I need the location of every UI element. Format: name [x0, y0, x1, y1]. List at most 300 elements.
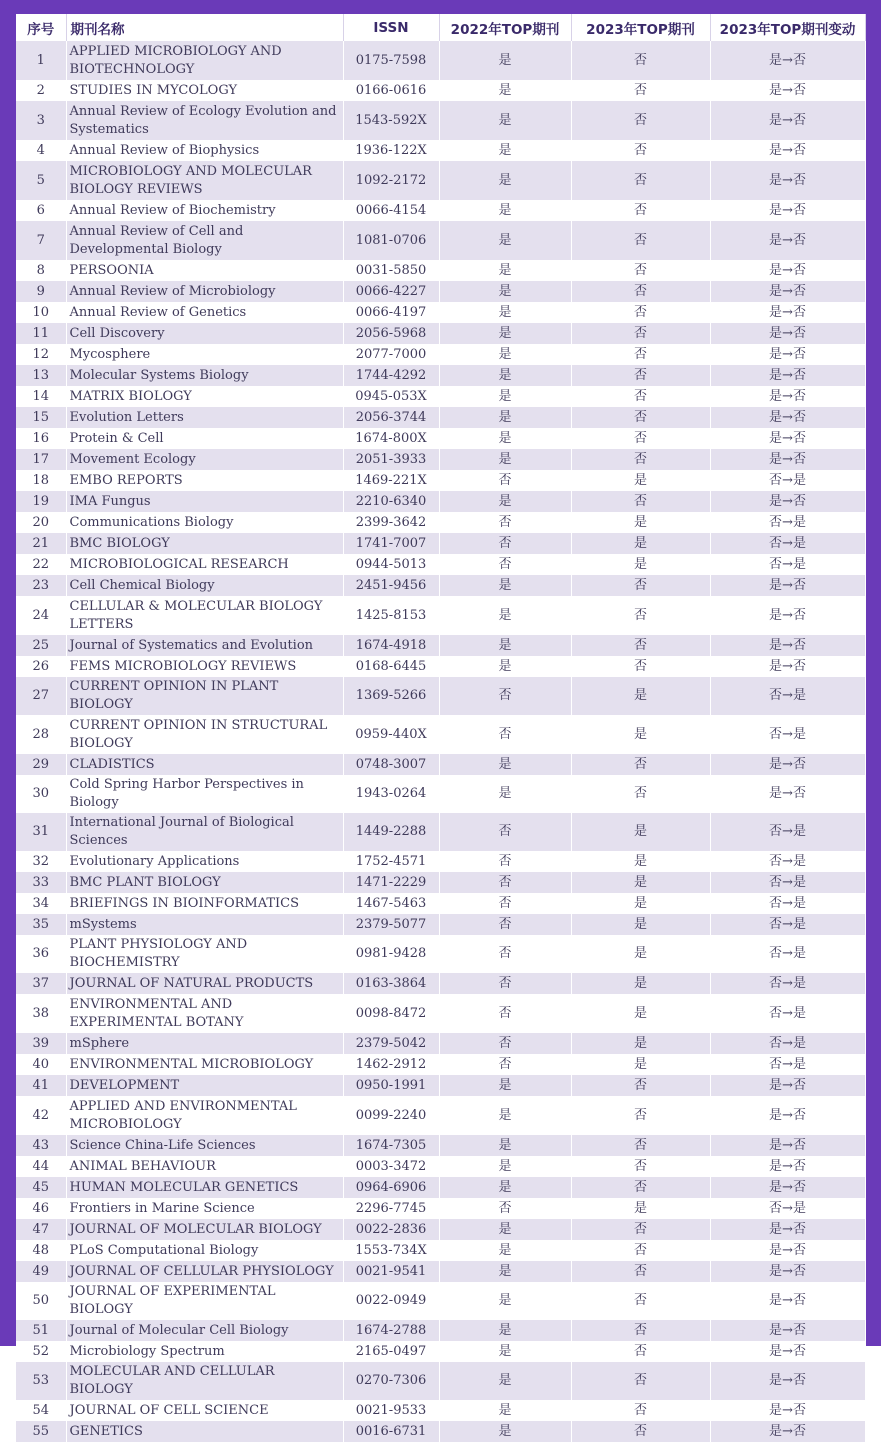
header-top-2022: 2022年TOP期刊 [439, 14, 571, 41]
top-2022: 是 [439, 635, 571, 656]
top-2023: 否 [571, 41, 710, 80]
issn: 1752-4571 [343, 851, 439, 872]
top-2022: 是 [439, 281, 571, 302]
issn: 1092-2172 [343, 161, 439, 200]
top-2023: 是 [571, 1198, 710, 1219]
top-change: 否→是 [710, 512, 865, 533]
table-row [16, 872, 865, 893]
top-change: 是→否 [710, 302, 865, 323]
issn: 1081-0706 [343, 221, 439, 260]
row-index: 23 [16, 575, 66, 596]
journal-name: Microbiology Spectrum [66, 1341, 343, 1362]
top-change: 是→否 [710, 1261, 865, 1282]
table-row [16, 575, 865, 596]
top-change: 是→否 [710, 281, 865, 302]
top-change: 否→是 [710, 914, 865, 935]
top-2022: 否 [439, 677, 571, 715]
issn: 0959-440X [343, 715, 439, 754]
top-change: 否→是 [710, 935, 865, 973]
issn: 1674-800X [343, 428, 439, 449]
table-row [16, 754, 865, 775]
journal-name: Annual Review of Genetics [66, 302, 343, 323]
top-change: 是→否 [710, 386, 865, 407]
journal-name: FEMS MICROBIOLOGY REVIEWS [66, 656, 343, 677]
journal-name: Cell Discovery [66, 323, 343, 344]
row-index: 34 [16, 893, 66, 914]
row-index: 47 [16, 1219, 66, 1240]
top-2022: 是 [439, 221, 571, 260]
journal-name: BMC BIOLOGY [66, 533, 343, 554]
table-row [16, 1075, 865, 1096]
issn: 0950-1991 [343, 1075, 439, 1096]
issn: 2399-3642 [343, 512, 439, 533]
top-2022: 是 [439, 449, 571, 470]
issn: 0748-3007 [343, 754, 439, 775]
top-2023: 是 [571, 872, 710, 893]
top-2023: 否 [571, 656, 710, 677]
table-header-row [16, 14, 865, 41]
top-change: 否→是 [710, 973, 865, 994]
issn: 0021-9541 [343, 1261, 439, 1282]
row-index: 4 [16, 140, 66, 161]
issn: 0066-4154 [343, 200, 439, 221]
row-index: 37 [16, 973, 66, 994]
top-change: 是→否 [710, 161, 865, 200]
top-2023: 是 [571, 973, 710, 994]
row-index: 33 [16, 872, 66, 893]
top-2023: 是 [571, 470, 710, 491]
row-index: 45 [16, 1177, 66, 1198]
table-row [16, 80, 865, 101]
issn: 2379-5042 [343, 1033, 439, 1054]
top-2023: 否 [571, 1075, 710, 1096]
journal-name: HUMAN MOLECULAR GENETICS [66, 1177, 343, 1198]
top-2022: 否 [439, 813, 571, 851]
top-2022: 是 [439, 1075, 571, 1096]
table-row [16, 1156, 865, 1177]
journal-name: BRIEFINGS IN BIOINFORMATICS [66, 893, 343, 914]
top-2022: 是 [439, 302, 571, 323]
top-change: 是→否 [710, 365, 865, 386]
table-row [16, 813, 865, 851]
top-2023: 是 [571, 512, 710, 533]
top-2022: 是 [439, 101, 571, 140]
table-row [16, 1135, 865, 1156]
top-2022: 是 [439, 1341, 571, 1362]
top-2023: 否 [571, 1177, 710, 1198]
issn: 1553-734X [343, 1240, 439, 1261]
row-index: 38 [16, 994, 66, 1033]
journal-name: Science China-Life Sciences [66, 1135, 343, 1156]
top-2022: 否 [439, 994, 571, 1033]
top-change: 是→否 [710, 656, 865, 677]
top-change: 是→否 [710, 775, 865, 813]
table-row [16, 512, 865, 533]
journal-name: PLANT PHYSIOLOGY AND BIOCHEMISTRY [66, 935, 343, 973]
top-change: 否→是 [710, 554, 865, 575]
top-2023: 否 [571, 1400, 710, 1421]
top-2023: 否 [571, 323, 710, 344]
top-2023: 否 [571, 140, 710, 161]
row-index: 51 [16, 1320, 66, 1341]
row-index: 6 [16, 200, 66, 221]
header-issn: ISSN [343, 14, 439, 41]
journal-name: PLoS Computational Biology [66, 1240, 343, 1261]
table-row [16, 491, 865, 512]
top-2022: 是 [439, 386, 571, 407]
table-row [16, 893, 865, 914]
top-change: 是→否 [710, 200, 865, 221]
journal-name: BMC PLANT BIOLOGY [66, 872, 343, 893]
top-2022: 是 [439, 575, 571, 596]
top-2023: 否 [571, 80, 710, 101]
issn: 2451-9456 [343, 575, 439, 596]
top-2023: 否 [571, 1341, 710, 1362]
journal-name: GENETICS [66, 1421, 343, 1442]
top-2022: 是 [439, 754, 571, 775]
journal-name: MICROBIOLOGY AND MOLECULAR BIOLOGY REVIEWS [66, 161, 343, 200]
row-index: 7 [16, 221, 66, 260]
top-change: 是→否 [710, 260, 865, 281]
journal-name: APPLIED MICROBIOLOGY AND BIOTECHNOLOGY [66, 41, 343, 80]
top-2022: 是 [439, 407, 571, 428]
table-row [16, 1177, 865, 1198]
top-2023: 否 [571, 1096, 710, 1135]
row-index: 24 [16, 596, 66, 635]
row-index: 12 [16, 344, 66, 365]
row-index: 36 [16, 935, 66, 973]
journal-name: MOLECULAR AND CELLULAR BIOLOGY [66, 1362, 343, 1400]
issn: 2077-7000 [343, 344, 439, 365]
top-2023: 否 [571, 281, 710, 302]
table-row [16, 994, 865, 1033]
top-change: 否→是 [710, 533, 865, 554]
table-row [16, 554, 865, 575]
table-row [16, 656, 865, 677]
table-row [16, 1421, 865, 1442]
row-index: 44 [16, 1156, 66, 1177]
top-2023: 否 [571, 344, 710, 365]
journal-name: Evolutionary Applications [66, 851, 343, 872]
table-row [16, 140, 865, 161]
row-index: 21 [16, 533, 66, 554]
issn: 2379-5077 [343, 914, 439, 935]
row-index: 49 [16, 1261, 66, 1282]
top-2022: 是 [439, 260, 571, 281]
row-index: 19 [16, 491, 66, 512]
top-2022: 是 [439, 1177, 571, 1198]
top-2022: 是 [439, 1282, 571, 1320]
table-row [16, 715, 865, 754]
top-change: 是→否 [710, 323, 865, 344]
top-2023: 是 [571, 994, 710, 1033]
journal-name: CURRENT OPINION IN PLANT BIOLOGY [66, 677, 343, 715]
top-2023: 否 [571, 1320, 710, 1341]
table-row [16, 533, 865, 554]
top-2023: 否 [571, 386, 710, 407]
table-row [16, 635, 865, 656]
top-2022: 否 [439, 893, 571, 914]
table-row [16, 1362, 865, 1400]
issn: 2051-3933 [343, 449, 439, 470]
row-index: 43 [16, 1135, 66, 1156]
issn: 0066-4197 [343, 302, 439, 323]
row-index: 16 [16, 428, 66, 449]
top-2022: 否 [439, 872, 571, 893]
top-2022: 是 [439, 80, 571, 101]
top-2022: 否 [439, 715, 571, 754]
row-index: 9 [16, 281, 66, 302]
top-2022: 是 [439, 1240, 571, 1261]
top-change: 是→否 [710, 1096, 865, 1135]
header-journal-name: 期刊名称 [66, 14, 343, 41]
top-change: 否→是 [710, 1198, 865, 1219]
row-index: 8 [16, 260, 66, 281]
top-2023: 否 [571, 635, 710, 656]
journal-name: Evolution Letters [66, 407, 343, 428]
top-2022: 是 [439, 200, 571, 221]
journal-name: JOURNAL OF MOLECULAR BIOLOGY [66, 1219, 343, 1240]
row-index: 15 [16, 407, 66, 428]
journal-name: Annual Review of Ecology Evolution and Systematics [66, 101, 343, 140]
row-index: 35 [16, 914, 66, 935]
top-2022: 是 [439, 1135, 571, 1156]
row-index: 3 [16, 101, 66, 140]
journal-name: mSphere [66, 1033, 343, 1054]
row-index: 27 [16, 677, 66, 715]
top-2023: 否 [571, 1240, 710, 1261]
table-row [16, 775, 865, 813]
issn: 1425-8153 [343, 596, 439, 635]
top-2023: 否 [571, 365, 710, 386]
journal-name: PERSOONIA [66, 260, 343, 281]
row-index: 20 [16, 512, 66, 533]
issn: 1543-592X [343, 101, 439, 140]
issn: 0098-8472 [343, 994, 439, 1033]
top-2022: 是 [439, 428, 571, 449]
journal-name: CURRENT OPINION IN STRUCTURAL BIOLOGY [66, 715, 343, 754]
issn: 0166-0616 [343, 80, 439, 101]
top-change: 是→否 [710, 1156, 865, 1177]
issn: 0066-4227 [343, 281, 439, 302]
table-row [16, 260, 865, 281]
top-2022: 是 [439, 1320, 571, 1341]
table-row [16, 1400, 865, 1421]
top-2022: 否 [439, 973, 571, 994]
issn: 1369-5266 [343, 677, 439, 715]
top-2023: 否 [571, 101, 710, 140]
row-index: 53 [16, 1362, 66, 1400]
issn: 0022-0949 [343, 1282, 439, 1320]
top-2023: 否 [571, 1282, 710, 1320]
row-index: 2 [16, 80, 66, 101]
top-change: 是→否 [710, 1421, 865, 1442]
top-2023: 否 [571, 1362, 710, 1400]
top-2023: 否 [571, 1156, 710, 1177]
top-2022: 是 [439, 1421, 571, 1442]
top-2023: 否 [571, 596, 710, 635]
row-index: 5 [16, 161, 66, 200]
issn: 2056-3744 [343, 407, 439, 428]
issn: 1462-2912 [343, 1054, 439, 1075]
top-change: 是→否 [710, 1219, 865, 1240]
table-row [16, 1320, 865, 1341]
journal-name: ENVIRONMENTAL MICROBIOLOGY [66, 1054, 343, 1075]
journal-name: CLADISTICS [66, 754, 343, 775]
journal-name: Cold Spring Harbor Perspectives in Biology [66, 775, 343, 813]
top-2023: 否 [571, 775, 710, 813]
top-change: 是→否 [710, 1282, 865, 1320]
issn: 0003-3472 [343, 1156, 439, 1177]
row-index: 11 [16, 323, 66, 344]
journal-name: CELLULAR & MOLECULAR BIOLOGY LETTERS [66, 596, 343, 635]
issn: 1741-7007 [343, 533, 439, 554]
top-2023: 否 [571, 428, 710, 449]
top-change: 是→否 [710, 101, 865, 140]
table-row [16, 323, 865, 344]
issn: 1674-2788 [343, 1320, 439, 1341]
journal-name: APPLIED AND ENVIRONMENTAL MICROBIOLOGY [66, 1096, 343, 1135]
row-index: 39 [16, 1033, 66, 1054]
journal-name: Annual Review of Cell and Developmental Biology [66, 221, 343, 260]
table-row [16, 1033, 865, 1054]
top-2023: 否 [571, 302, 710, 323]
header-index: 序号 [16, 14, 66, 41]
table-row [16, 1219, 865, 1240]
table-row [16, 1096, 865, 1135]
top-2023: 是 [571, 813, 710, 851]
top-2023: 否 [571, 1135, 710, 1156]
top-change: 是→否 [710, 407, 865, 428]
issn: 2210-6340 [343, 491, 439, 512]
journal-name: IMA Fungus [66, 491, 343, 512]
table-row [16, 200, 865, 221]
top-2023: 否 [571, 161, 710, 200]
journal-name: JOURNAL OF CELL SCIENCE [66, 1400, 343, 1421]
issn: 2165-0497 [343, 1341, 439, 1362]
top-2023: 是 [571, 893, 710, 914]
top-change: 否→是 [710, 872, 865, 893]
journal-name: Molecular Systems Biology [66, 365, 343, 386]
top-change: 否→是 [710, 813, 865, 851]
journal-name: MICROBIOLOGICAL RESEARCH [66, 554, 343, 575]
journal-name: MATRIX BIOLOGY [66, 386, 343, 407]
issn: 0270-7306 [343, 1362, 439, 1400]
row-index: 32 [16, 851, 66, 872]
row-index: 14 [16, 386, 66, 407]
issn: 0022-2836 [343, 1219, 439, 1240]
top-change: 否→是 [710, 893, 865, 914]
top-2023: 是 [571, 554, 710, 575]
issn: 0945-053X [343, 386, 439, 407]
table-row [16, 386, 865, 407]
row-index: 18 [16, 470, 66, 491]
top-change: 是→否 [710, 1400, 865, 1421]
table-row [16, 302, 865, 323]
top-change: 是→否 [710, 1341, 865, 1362]
top-journal-table [16, 14, 866, 1442]
table-row [16, 677, 865, 715]
row-index: 55 [16, 1421, 66, 1442]
journal-name: Frontiers in Marine Science [66, 1198, 343, 1219]
top-2022: 是 [439, 1362, 571, 1400]
top-change: 否→是 [710, 994, 865, 1033]
journal-name: Annual Review of Biophysics [66, 140, 343, 161]
top-2022: 否 [439, 512, 571, 533]
table-row [16, 41, 865, 80]
top-2023: 否 [571, 449, 710, 470]
top-change: 是→否 [710, 140, 865, 161]
top-2022: 否 [439, 935, 571, 973]
top-2023: 否 [571, 407, 710, 428]
top-2023: 否 [571, 221, 710, 260]
top-change: 是→否 [710, 221, 865, 260]
top-change: 否→是 [710, 1054, 865, 1075]
issn: 1936-122X [343, 140, 439, 161]
row-index: 48 [16, 1240, 66, 1261]
issn: 0016-6731 [343, 1421, 439, 1442]
journal-name: mSystems [66, 914, 343, 935]
issn: 1467-5463 [343, 893, 439, 914]
top-change: 是→否 [710, 1320, 865, 1341]
journal-name: Annual Review of Biochemistry [66, 200, 343, 221]
top-2022: 否 [439, 533, 571, 554]
issn: 0981-9428 [343, 935, 439, 973]
top-change: 是→否 [710, 1240, 865, 1261]
top-2022: 否 [439, 914, 571, 935]
issn: 0021-9533 [343, 1400, 439, 1421]
top-change: 否→是 [710, 1033, 865, 1054]
top-change: 是→否 [710, 344, 865, 365]
top-2022: 否 [439, 851, 571, 872]
row-index: 29 [16, 754, 66, 775]
header-top-change: 2023年TOP期刊变动 [710, 14, 865, 41]
table-row [16, 596, 865, 635]
top-change: 是→否 [710, 635, 865, 656]
journal-name: ENVIRONMENTAL AND EXPERIMENTAL BOTANY [66, 994, 343, 1033]
row-index: 31 [16, 813, 66, 851]
row-index: 42 [16, 1096, 66, 1135]
table-row [16, 344, 865, 365]
top-2022: 是 [439, 140, 571, 161]
table-row [16, 973, 865, 994]
top-2023: 否 [571, 260, 710, 281]
top-2022: 是 [439, 365, 571, 386]
top-2022: 是 [439, 161, 571, 200]
row-index: 17 [16, 449, 66, 470]
journal-name: JOURNAL OF CELLULAR PHYSIOLOGY [66, 1261, 343, 1282]
row-index: 1 [16, 41, 66, 80]
top-change: 是→否 [710, 575, 865, 596]
table-row [16, 470, 865, 491]
top-2022: 是 [439, 491, 571, 512]
top-change: 是→否 [710, 491, 865, 512]
issn: 0175-7598 [343, 41, 439, 80]
row-index: 50 [16, 1282, 66, 1320]
top-2022: 是 [439, 344, 571, 365]
journal-name: DEVELOPMENT [66, 1075, 343, 1096]
journal-name: Communications Biology [66, 512, 343, 533]
top-change: 否→是 [710, 470, 865, 491]
table-row [16, 449, 865, 470]
top-2023: 是 [571, 677, 710, 715]
top-2023: 否 [571, 1261, 710, 1282]
top-2022: 是 [439, 1261, 571, 1282]
table-row [16, 428, 865, 449]
journal-name: JOURNAL OF NATURAL PRODUCTS [66, 973, 343, 994]
journal-name: ANIMAL BEHAVIOUR [66, 1156, 343, 1177]
table-row [16, 281, 865, 302]
